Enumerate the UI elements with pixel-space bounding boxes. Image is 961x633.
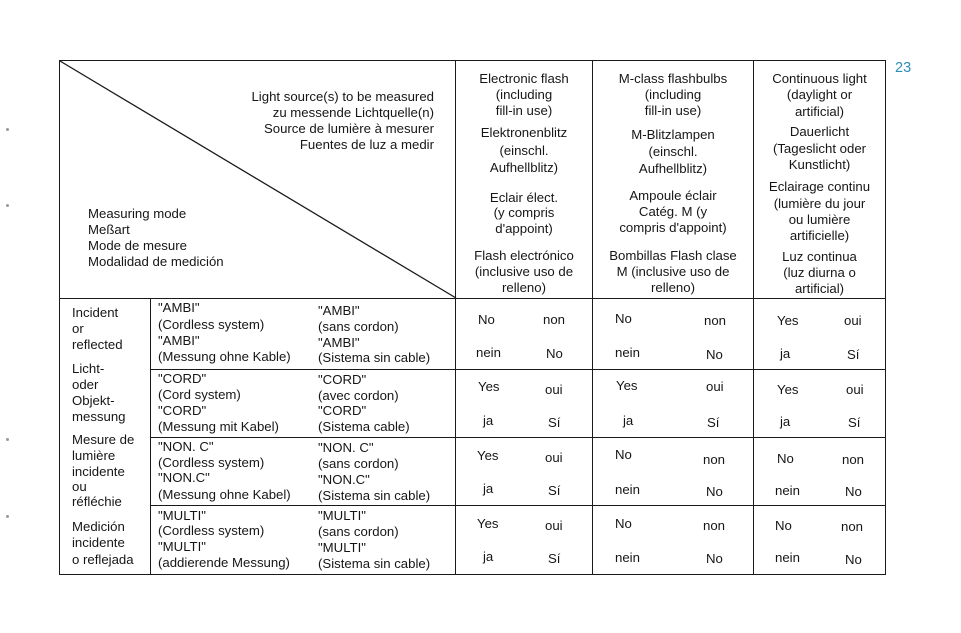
header-line: fill-in use) [495, 103, 553, 118]
row-group-line: Objekt- [72, 393, 115, 408]
value-de: ja [483, 549, 494, 564]
header-line: artificial) [794, 281, 845, 296]
row-group-line: o reflejada [72, 552, 134, 567]
row-group-line: ou [72, 479, 87, 494]
value-de: ja [483, 481, 494, 496]
value-en: No [478, 312, 495, 327]
header-line: Kunstlicht) [788, 157, 851, 172]
mode-label: "NON.C" [158, 470, 210, 485]
value-en: No [615, 447, 632, 462]
mode-label: (Messung mit Kabel) [158, 419, 279, 434]
mode-label: "NON. C" [318, 440, 374, 455]
mode-label: (Messung ohne Kabel) [158, 487, 291, 502]
row-group-line: incidente [72, 535, 125, 550]
header-line: Eclair élect. [489, 190, 559, 205]
row-group-line: or [72, 321, 84, 336]
value-fr: non [543, 312, 566, 327]
mode-label: "AMBI" [318, 335, 360, 350]
value-de: ja [623, 413, 634, 428]
mode-label: "CORD" [318, 372, 367, 387]
header-line: Catég. M (y [638, 204, 708, 219]
value-es: No [706, 551, 723, 566]
measuring-mode-label-fr: Mode de mesure [88, 238, 187, 253]
mode-label: (Sistema sin cable) [318, 488, 431, 503]
page-number: 23 [895, 60, 912, 76]
header-line: Bombillas Flash clase [609, 248, 737, 263]
row-group-line: Mesure de [72, 432, 135, 447]
value-fr: oui [545, 382, 563, 397]
value-es: No [706, 484, 723, 499]
header-line: (including [644, 87, 702, 102]
mode-label: (Cordless system) [158, 523, 265, 538]
value-es: Sí [847, 347, 860, 362]
row-group-line: oder [72, 377, 99, 392]
row-group-line: lumière [72, 448, 116, 463]
value-es: No [546, 346, 563, 361]
header-line: Eclairage continu [768, 179, 871, 194]
value-fr: oui [545, 450, 563, 465]
light-source-label-en: Light source(s) to be measured [251, 89, 434, 104]
header-line: (luz diurna o [783, 265, 856, 280]
value-en: Yes [477, 516, 499, 531]
value-de: ja [780, 414, 791, 429]
value-en: Yes [777, 382, 799, 397]
header-line: ou lumière [788, 212, 851, 227]
mode-label: (avec cordon) [318, 388, 399, 403]
mode-label: (sans cordon) [318, 524, 399, 539]
measuring-mode-label-es: Modalidad de medición [88, 254, 224, 269]
value-de: nein [476, 345, 501, 360]
row-group-line: messung [72, 409, 126, 424]
value-de: nein [615, 550, 640, 565]
value-en: Yes [777, 313, 799, 328]
value-fr: oui [706, 379, 724, 394]
header-line: Luz continua [782, 249, 857, 264]
header-line: (including [495, 87, 553, 102]
value-en: Yes [478, 379, 500, 394]
header-line: M-class flashbulbs [618, 71, 728, 86]
value-fr: oui [846, 382, 864, 397]
header-line: (einschl. [648, 144, 698, 159]
value-de: nein [615, 345, 640, 360]
mode-label: "CORD" [158, 371, 207, 386]
header-line: (inclusive uso de [474, 264, 574, 279]
mode-label: "NON.C" [318, 472, 370, 487]
value-es: No [706, 347, 723, 362]
value-de: ja [780, 346, 791, 361]
value-es: Sí [848, 415, 861, 430]
measuring-mode-label-de: Meßart [88, 222, 130, 237]
mode-label: "NON. C" [158, 439, 214, 454]
mode-label: "AMBI" [158, 333, 200, 348]
header-line: relleno) [502, 280, 546, 295]
value-es: No [845, 484, 862, 499]
header-line: (daylight or [786, 87, 853, 102]
value-de: nein [775, 550, 800, 565]
value-fr: oui [844, 313, 862, 328]
row-group-line: Medición [72, 519, 125, 534]
value-es: Sí [548, 483, 561, 498]
value-fr: non [704, 313, 727, 328]
header-line: Dauerlicht [789, 124, 850, 139]
light-source-label-es: Fuentes de luz a medir [299, 137, 434, 152]
value-es: No [845, 552, 862, 567]
header-line: Flash electrónico [474, 248, 574, 263]
header-line: M (inclusive uso de [616, 264, 730, 279]
header-line: Continuous light [772, 71, 867, 86]
mode-label: (Sistema sin cable) [318, 350, 431, 365]
mode-label: (Cord system) [158, 387, 241, 402]
header-line: Electronic flash [479, 71, 569, 86]
value-en: Yes [616, 378, 638, 393]
value-es: Sí [548, 551, 561, 566]
header-line: Ampoule éclair [629, 188, 717, 203]
mode-label: "MULTI" [318, 508, 366, 523]
value-fr: non [841, 519, 864, 534]
header-line: (lumière du jour [773, 196, 866, 211]
header-line: fill-in use) [644, 103, 702, 118]
mode-label: "CORD" [318, 403, 367, 418]
value-fr: non [703, 452, 726, 467]
header-line: (y compris [493, 205, 555, 220]
value-en: No [615, 516, 632, 531]
header-line: (einschl. [499, 143, 549, 158]
mode-label: "MULTI" [318, 540, 366, 555]
row-group-line: reflected [72, 337, 123, 352]
value-en: No [775, 518, 792, 533]
header-line: Aufhellblitz) [638, 161, 708, 176]
header-line: (Tageslicht oder [772, 141, 867, 156]
value-de: nein [775, 483, 800, 498]
mode-label: (Cordless system) [158, 455, 265, 470]
measuring-mode-label-en: Measuring mode [88, 206, 187, 221]
value-es: Sí [707, 415, 720, 430]
mode-label: (Cordless system) [158, 317, 265, 332]
row-group-line: Incident [72, 305, 119, 320]
header-line: artificielle) [789, 228, 850, 243]
mode-label: "AMBI" [158, 300, 200, 315]
value-es: Sí [548, 415, 561, 430]
mode-label: (Sistema cable) [318, 419, 410, 434]
value-en: Yes [477, 448, 499, 463]
mode-label: (Messung ohne Kable) [158, 349, 291, 364]
value-en: No [777, 451, 794, 466]
light-source-label-de: zu messende Lichtquelle(n) [272, 105, 434, 120]
light-source-label-fr: Source de lumière à mesurer [263, 121, 434, 136]
value-fr: non [842, 452, 865, 467]
mode-label: (sans cordon) [318, 456, 399, 471]
value-de: ja [483, 413, 494, 428]
value-en: No [615, 311, 632, 326]
header-line: Elektronenblitz [480, 125, 568, 140]
header-line: Aufhellblitz) [489, 160, 559, 175]
mode-label: "MULTI" [158, 508, 206, 523]
mode-label: (sans cordon) [318, 319, 399, 334]
header-line: relleno) [651, 280, 695, 295]
row-group-line: Licht- [72, 361, 105, 376]
header-line: M-Blitzlampen [631, 127, 715, 142]
mode-label: (Sistema sin cable) [318, 556, 431, 571]
row-group-line: incidente [72, 464, 125, 479]
value-fr: oui [545, 518, 563, 533]
mode-label: "MULTI" [158, 539, 206, 554]
mode-label: (addierende Messung) [158, 555, 290, 570]
mode-label: "AMBI" [318, 303, 360, 318]
value-fr: non [703, 518, 726, 533]
header-line: artificial) [794, 104, 845, 119]
value-de: nein [615, 482, 640, 497]
header-line: compris d'appoint) [619, 220, 727, 235]
mode-label: "CORD" [158, 403, 207, 418]
header-line: d'appoint) [495, 221, 553, 236]
row-group-line: réfléchie [72, 494, 122, 509]
